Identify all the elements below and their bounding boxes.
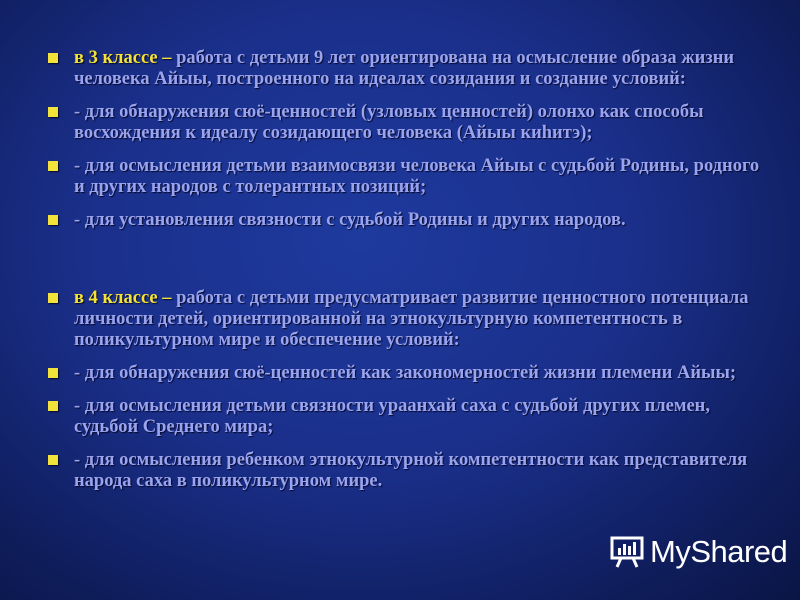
list-item bbox=[42, 48, 762, 90]
bullet-marker bbox=[48, 293, 58, 303]
bullet-highlight: в 4 классе – bbox=[74, 288, 177, 308]
list-item bbox=[42, 156, 762, 198]
bullet-text: работа с детьми предусматривает развитие ценностного потенциала личности детей, ориентированной на этнокультурную компетентность в поликультурном мире и обеспечение условий: bbox=[74, 288, 749, 350]
bullet-marker bbox=[48, 53, 58, 63]
bullet-text: - для осмысления ребенком этнокультурной компетентности как представителя народа саха в поликультурном мире. bbox=[74, 450, 748, 491]
list-item bbox=[42, 210, 762, 231]
bullet-text: - для осмысления детьми связности ураанхай саха с судьбой других племен, судьбой Среднего мира; bbox=[74, 396, 710, 437]
bullet-text: - для обнаружения сюё-ценностей как закономерностей жизни племени Айыы; bbox=[74, 363, 737, 383]
watermark-logo bbox=[610, 534, 787, 570]
bullet-text: работа с детьми 9 лет ориентирована на осмысление образа жизни человека Айыы, построенного на идеалах созидания и создание условий: bbox=[74, 48, 735, 89]
list-item bbox=[42, 396, 762, 438]
list-item bbox=[42, 102, 762, 144]
bullet-text: - для обнаружения сюё-ценностей (узловых ценностей) олонхо как способы восхождения к идеалу созидающего человека (Айыы киһитэ); bbox=[74, 102, 704, 143]
bullet-marker bbox=[48, 368, 58, 378]
bullet-marker bbox=[48, 107, 58, 117]
bullet-marker bbox=[48, 161, 58, 171]
watermark-text: MyShared bbox=[650, 534, 788, 569]
bullet-highlight: в 3 классе – bbox=[74, 48, 177, 68]
bullet-text: - для осмысления детьми взаимосвязи человека Айыы с судьбой Родины, родного и других народов с толерантных позиций; bbox=[74, 156, 760, 197]
bullet-marker bbox=[48, 455, 58, 465]
bullet-text: - для установления связности с судьбой Родины и других народов. bbox=[74, 210, 626, 230]
list-item bbox=[42, 363, 762, 384]
bullet-marker bbox=[48, 401, 58, 411]
bullet-marker bbox=[48, 215, 58, 225]
list-item bbox=[42, 450, 762, 492]
bullet-list-grade-4 bbox=[42, 288, 762, 504]
list-item bbox=[42, 288, 762, 351]
presentation-board-icon bbox=[610, 535, 644, 569]
bullet-list-grade-3 bbox=[42, 48, 762, 243]
